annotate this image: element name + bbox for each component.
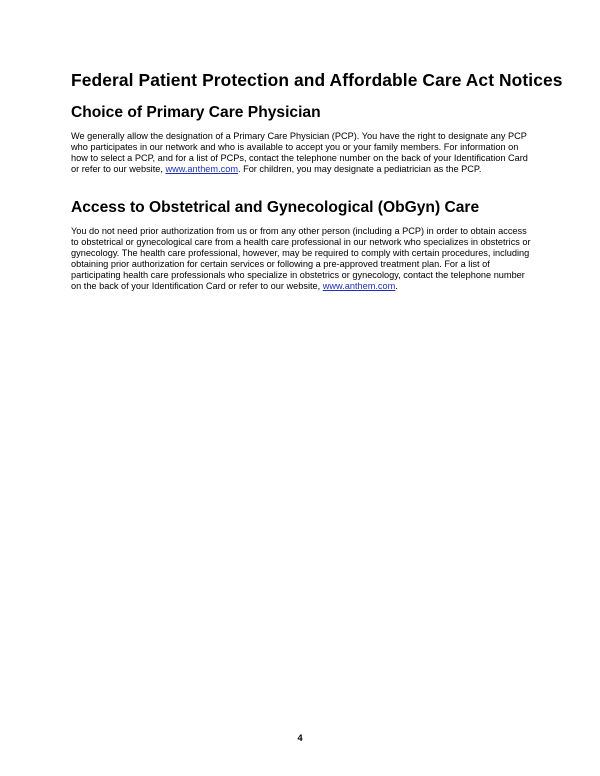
body-text: . For children, you may designate a pediatrician as the PCP. (237, 163, 482, 174)
section-body-pcp (71, 131, 533, 175)
body-text: We generally allow the designation of a Primary Care Physician (PCP). You have the right to designate any PCP who participates in our network and who is available to accept you or your family members. For information on how to select a PCP, and for a list of PCPs, contact the telephone number on the back of your Identification Card or refer to our website, (71, 131, 528, 174)
anthem-website-link[interactable]: www.anthem.com (322, 280, 396, 291)
body-text: You do not need prior authorization from us or from any other person (including a PCP) in order to obtain access to obstetrical or gynecological care from a health care professional in our network who specializes in obstetrics or gynecology. The health care professional, however, may be required to comply with certain procedures, including obtaining prior authorization for certain services or following a pre-approved treatment plan. For a list of participating health care professionals who specialize in obstetrics or gynecology, contact the telephone number on the back of your Identification Card or refer to our website, (71, 226, 531, 291)
page-title: Federal Patient Protection and Affordable Care Act Notices (71, 70, 563, 90)
section-heading-pcp: Choice of Primary Care Physician (71, 104, 321, 121)
body-text: . (395, 280, 398, 291)
section-heading-obgyn: Access to Obstetrical and Gynecological (ObGyn) Care (71, 199, 480, 216)
anthem-website-link[interactable]: www.anthem.com (165, 163, 238, 174)
section-body-obgyn (71, 226, 533, 291)
page-number: 4 (297, 733, 303, 743)
